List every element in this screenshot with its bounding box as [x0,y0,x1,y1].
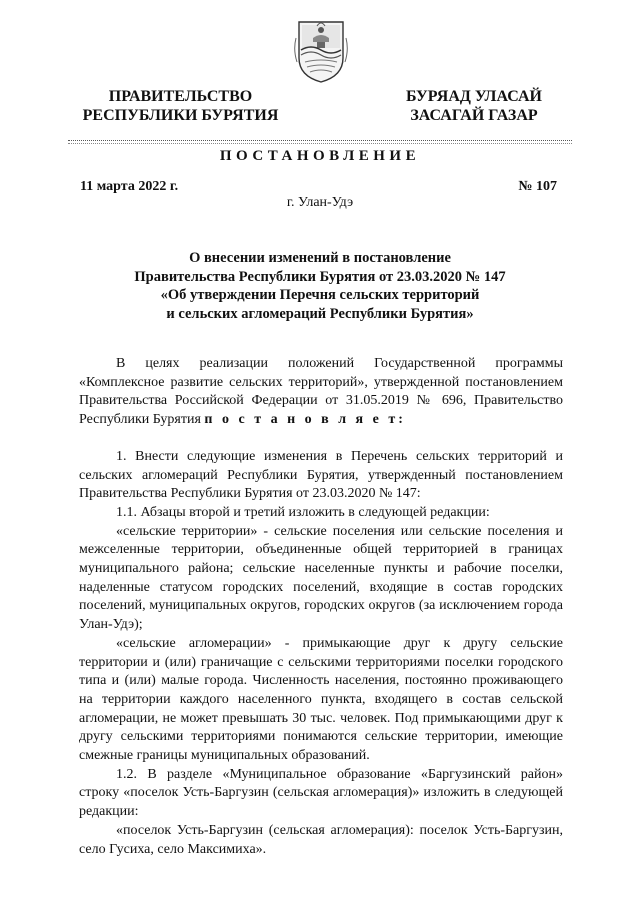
resolves-phrase: п о с т а н о в л я е т: [204,412,406,428]
paragraph-rural-territories: «сельские территории» - сельские поселения или сельские поселения и межселенные территории, объединенные общей территорией в границах муниципального района; сельские населенные пункты и рабочие поселки, наделенные статусом городских поселений, входящие в состав городских поселений, муниципальных округов, городских округов (за исключением города Улан-Удэ); [79,523,563,633]
document-city: г. Улан-Удэ [286,195,354,210]
header-divider-second [68,143,572,144]
document-title: О внесении изменений в постановление Правительства Республики Бурятия от 23.03.2020 № 147 «Об утверждении Перечня сельских территорий и сельских агломераций Республики Бурятия» [134,250,506,322]
paragraph-item-1-2: 1.2. В разделе «Муниципальное образование «Баргузинский район» строку «поселок Усть-Баргузин (сельская агломерация)» изложить в следующей редакции: [79,766,563,820]
coat-of-arms-icon [293,18,349,84]
document-number: № 107 [518,179,557,194]
document-date: 11 марта 2022 г. [80,179,179,194]
government-name-buryat: БУРЯАД УЛАСАЙ ЗАСАГАЙ ГАЗАР [406,88,542,124]
document-type: ПОСТАНОВЛЕНИЕ [219,148,421,164]
paragraph-rural-agglomerations: «сельские агломерации» - примыкающие друг к другу сельские территории и (или) граничащие с сельскими территориями поселки городского типа и (или) малые города. Численность населения, постоянно проживающего на территории каждого населенного пункта, входящего в состав сельской агломерации, не может превышать 30 тыс. человек. Под примыкающими друг к другу сельскими территориями понимаются сельские территории, имеющие смежные границы муниципальных образований. [79,635,563,764]
paragraph-preamble: В целях реализации положений Государственной программы «Комплексное развитие сельских территорий», утвержденной постановлением Правительства Российской Федерации от 31.05.2019 № 696, Правительство Республики Бурятия п о с т а н о в л я е т: [79,356,563,428]
paragraph-item-1-1: 1.1. Абзацы второй и третий изложить в следующей редакции: [116,504,490,520]
document-body [79,355,563,859]
government-name-russian: ПРАВИТЕЛЬСТВО РЕСПУБЛИКИ БУРЯТИЯ [82,88,279,124]
header-divider [68,140,572,141]
paragraph-ust-barguzin: «поселок Усть-Баргузин (сельская агломерация): поселок Усть-Баргузин, село Гусиха, село Максимиха». [79,822,563,857]
paragraph-item-1: 1. Внести следующие изменения в Перечень сельских территорий и сельских агломераций Республики Бурятия, утвержденный постановлением Правительства Республики Бурятия от 23.03.2020 № 147: [79,448,563,502]
